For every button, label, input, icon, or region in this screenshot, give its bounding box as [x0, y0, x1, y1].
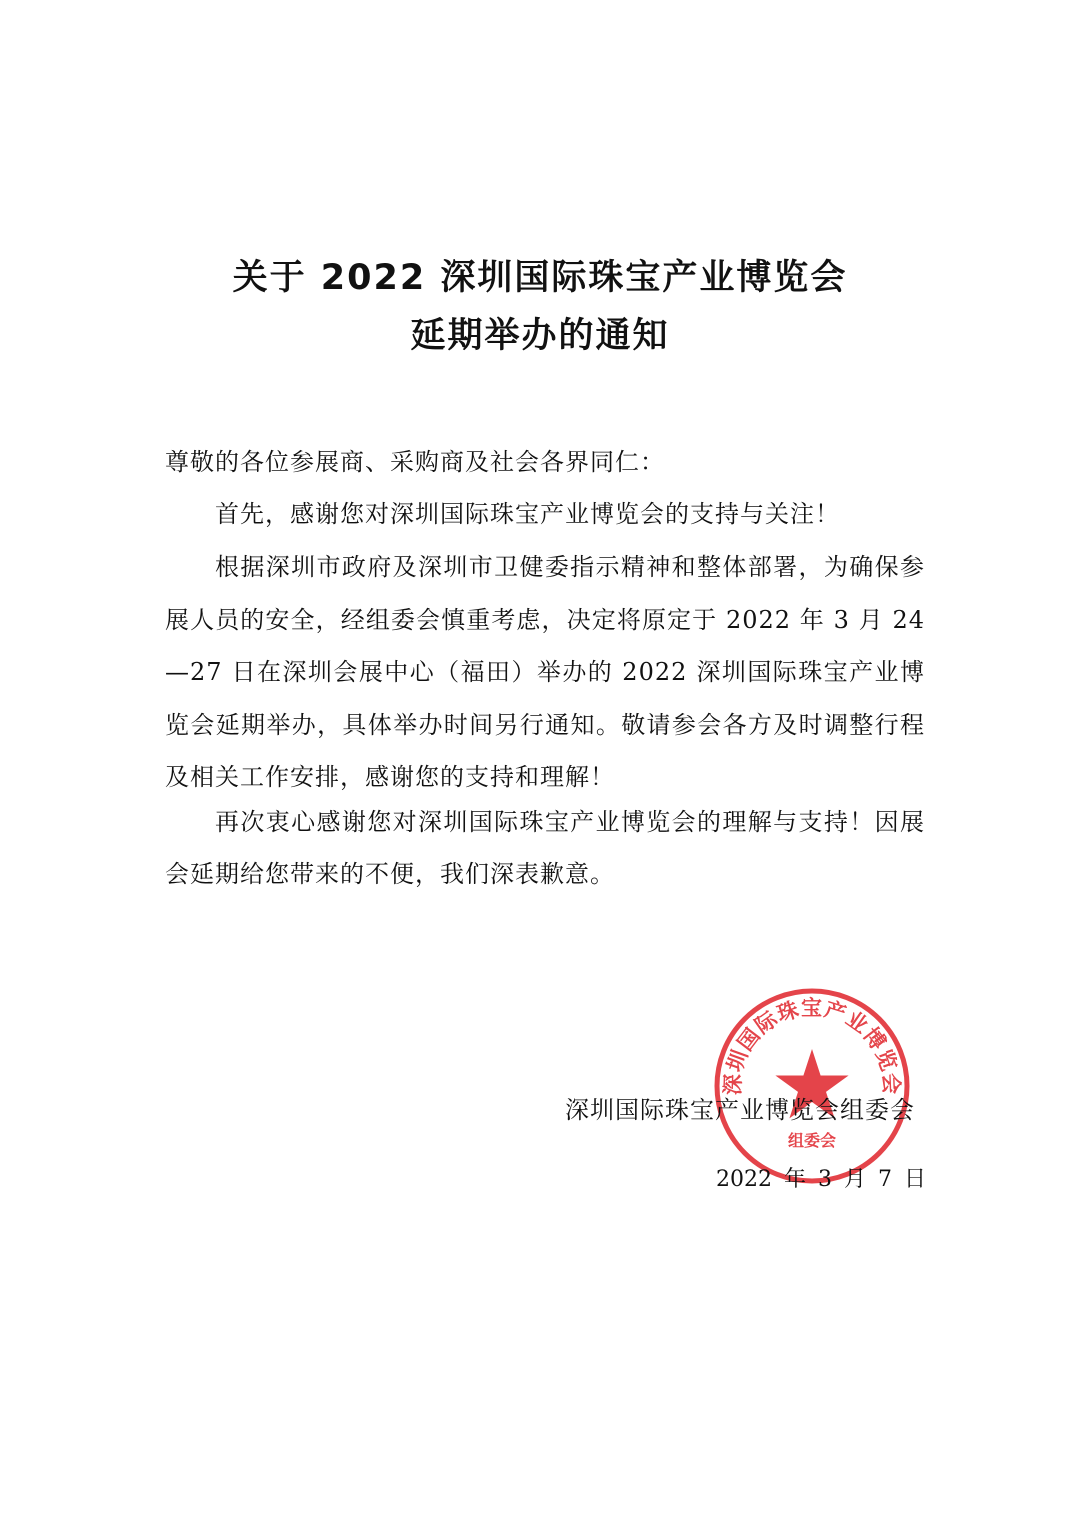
date-month-unit: 月: [844, 1167, 867, 1192]
title-line-1: 关于 2022 深圳国际珠宝产业博览会: [232, 258, 848, 298]
seal-bottom-text: 组委会: [787, 1131, 837, 1150]
salutation: 尊敬的各位参展商、采购商及社会各界同仁：: [165, 448, 665, 476]
date-month: 3: [818, 1167, 833, 1192]
paragraph-1: 首先，感谢您对深圳国际珠宝产业博览会的支持与关注！: [215, 500, 840, 528]
issue-date: [716, 1162, 938, 1193]
paragraph-3: 再次衷心感谢您对深圳国际珠宝产业博览会的理解与支持！因展会延期给您带来的不便，我们深表歉意。: [165, 808, 925, 888]
date-year: 2022: [716, 1167, 772, 1192]
paragraph-2: 根据深圳市政府及深圳市卫健委指示精神和整体部署，为确保参展人员的安全，经组委会慎重考虑，决定将原定于 2022 年 3 月 24—27 日在深圳会展中心（福田）举办的 2022 深圳国际珠宝产业博览会延期举办，具体举办时间另行通知。敬请参会各方及时调整行程及相关工作安排，感谢您的支持和理解！: [165, 553, 925, 791]
official-seal: [712, 986, 912, 1186]
seal-ring-text: 深圳国际珠宝产业博览会: [720, 996, 904, 1096]
date-year-unit: 年: [784, 1167, 807, 1192]
title-line-2: 延期举办的通知: [410, 316, 670, 356]
organization-signature: 深圳国际珠宝产业博览会组委会: [565, 1096, 915, 1124]
date-day-unit: 日: [904, 1167, 927, 1192]
date-day: 7: [878, 1167, 893, 1192]
